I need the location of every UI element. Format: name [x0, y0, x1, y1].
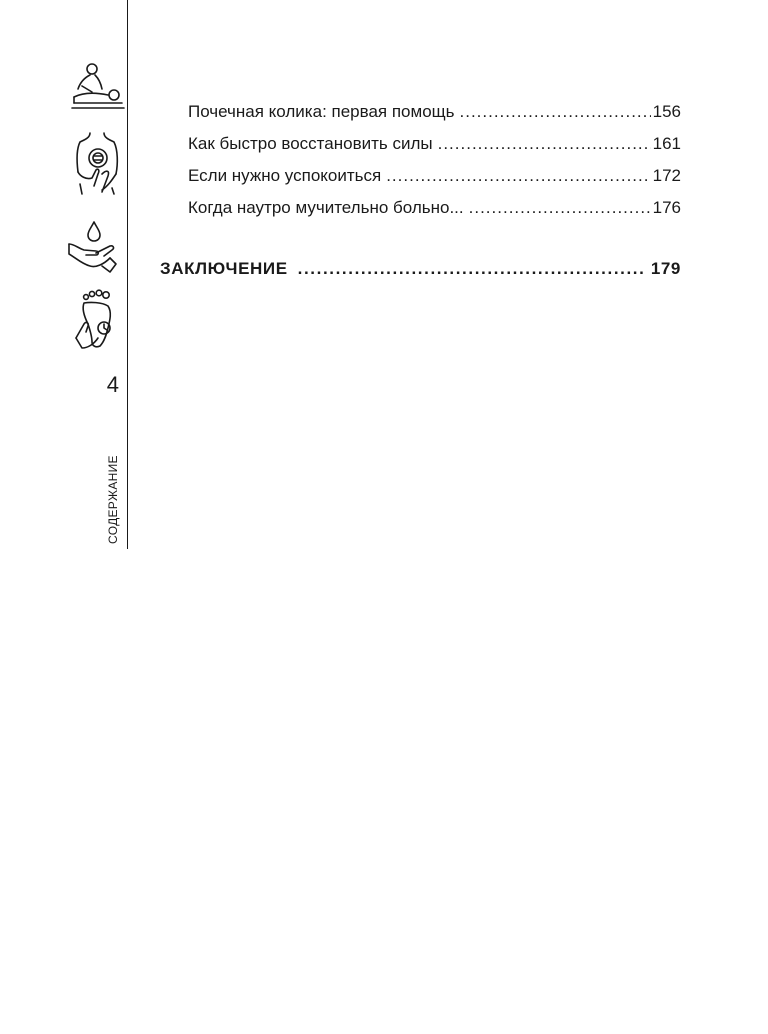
toc-chapter-page: 179 — [650, 259, 681, 278]
toc-entry-title: Как быстро восстановить силы — [188, 134, 433, 153]
page-number: 4 — [106, 372, 119, 397]
table-of-contents — [188, 100, 681, 228]
foot-massage-icon — [72, 288, 120, 352]
toc-entry[interactable] — [188, 132, 681, 164]
margin-divider-line — [127, 0, 128, 549]
toc-leader-dots — [298, 257, 645, 281]
toc-entry[interactable] — [188, 100, 681, 132]
toc-entry-page: 161 — [652, 134, 681, 153]
section-label: СОДЕРЖАНИЕ — [106, 455, 120, 544]
toc-entry-title: Когда наутро мучительно больно... — [188, 198, 464, 217]
toc-leader-dots — [460, 100, 651, 124]
toc-leader-dots — [469, 196, 651, 220]
toc-entry-page: 176 — [652, 198, 681, 217]
toc-leader-dots — [386, 164, 650, 188]
toc-entry[interactable] — [188, 164, 681, 196]
torso-hands-icon — [72, 130, 122, 196]
toc-leader-dots — [438, 132, 651, 156]
toc-chapter-entry[interactable] — [160, 257, 681, 281]
hand-drop-icon — [66, 218, 122, 276]
toc-entry-page: 172 — [652, 166, 681, 185]
toc-entry-page: 156 — [652, 102, 681, 121]
toc-chapter-title: ЗАКЛЮЧЕНИЕ — [160, 259, 288, 278]
toc-entry-title: Почечная колика: первая помощь — [188, 102, 455, 121]
toc-entry[interactable] — [188, 196, 681, 228]
massage-back-icon — [68, 62, 126, 112]
toc-entry-title: Если нужно успокоиться — [188, 166, 382, 185]
